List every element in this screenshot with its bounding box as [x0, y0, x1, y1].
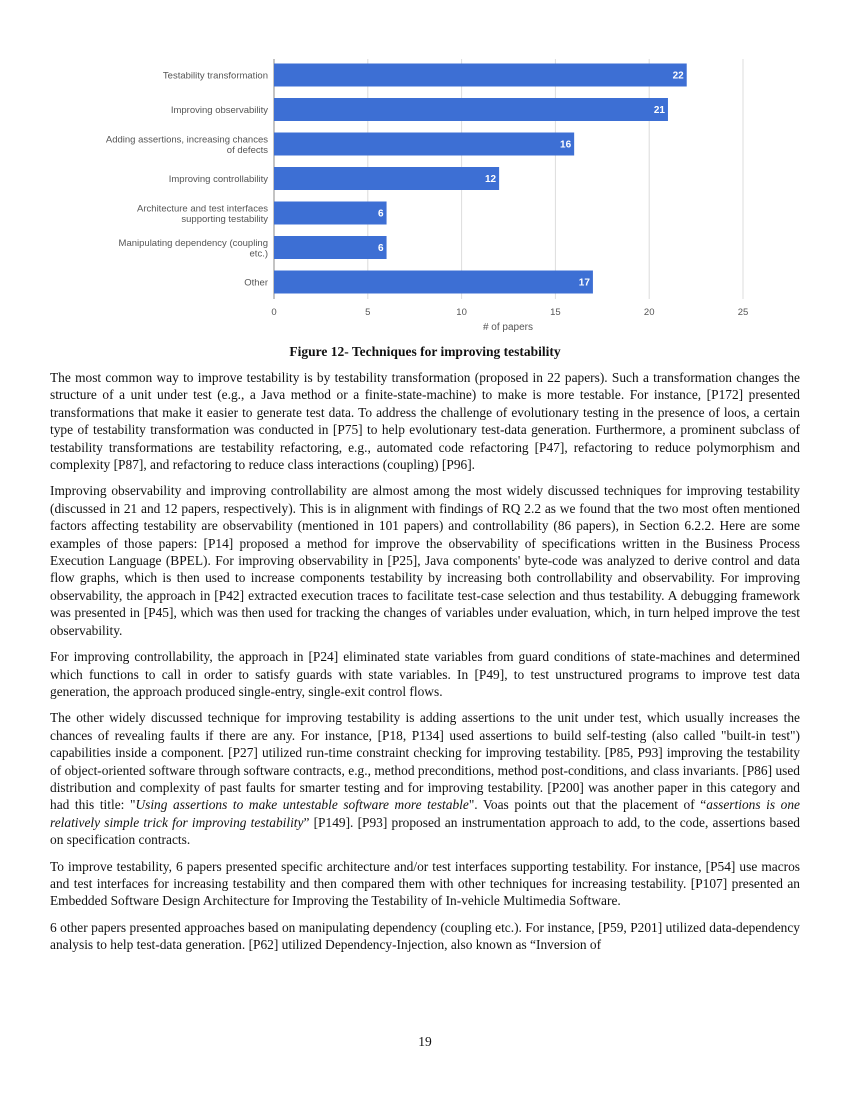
paragraph-controllability: For improving controllability, the approach in [P24] eliminated state variables from guard conditions of state-machines and determined which functions to call in order to satisfy guards with state variables. In [P49], to test unstructured programs to improve test data generation, the approach produced single-entry, single-exit control flows. — [50, 649, 800, 699]
category-label-line: Testability transformation — [162, 70, 268, 82]
category-label-line: Manipulating dependency (coupling — [118, 237, 268, 249]
paragraph-observability-controllability: Improving observability and improving controllability are almost among the most widely discussed techniques for improving testability (discussed in 21 and 12 papers, respectively). This is in alignment with findings of RQ 2.2 as we found that the two most often mentioned factors affecting testability are observability (mentioned in 101 papers) and controllability (86 papers), in Section 6.2.2. Here are some examples of those papers: [P14] proposed a method for improve the observability of specifications written in the Business Process Execution Language (BPEL). For improving observability in [P25], Java components' byte-code was analyzed to derive control and data flow graphs, which is then used to increase components testability by increasing both controllability and observability. For improving observability, the approach in [P42] extracted execution traces to facilitate test-case selection and thus testability. A debugging framework was presented in [P45], which was then used for tracking the changes of variables under evaluation, which, in turn helped improve the test observability. — [50, 483, 800, 638]
assertions-text-2: ". Voas points out that the placement of “ — [468, 797, 707, 813]
paragraph-architecture: To improve testability, 6 papers presented specific architecture and/or test interfaces supporting testability. For instance, [P54] use macros and test interfaces for increasing testability and then compared them with other techniques for increasing testability. [P107] presented an Embedded Software Design Architecture for Improving the Testability of In-vehicle Multimedia Software. — [50, 858, 800, 909]
x-axis-title: # of papers — [482, 322, 534, 333]
page-number: 19 — [418, 1034, 432, 1049]
bar-0 — [274, 64, 687, 87]
paragraph-assertions — [50, 709, 800, 848]
category-label-line: Architecture and test interfaces — [137, 203, 268, 215]
x-tick-label-10: 10 — [456, 307, 467, 318]
bar-6 — [274, 271, 593, 294]
category-label-6 — [244, 278, 268, 289]
paragraph-testability-transformation: The most common way to improve testability is by testability transformation (proposed in 22 papers). Such a transformation changes the structure of a unit under test (e.g., a Java method or a finite-state-machine) to make is more testable. For instance, [P172] presented transformations that make it easier to generate test data. To address the challenge of evolutionary testing in the presence of loos, a certain type of testability transformation was conducted in [P75] to help evolutionary test-data generation. Furthermore, a prominent subclass of testability transformations are testability refactoring, e.g., automated code refactoring [P47], refactoring to reduce polymorphism and complexity [P87], and refactoring to reduce class interactions (coupling) [P96]. — [50, 370, 800, 473]
bar-value-label-3: 12 — [484, 174, 497, 185]
bar-1 — [274, 98, 668, 121]
category-label-line: Improving observability — [170, 105, 268, 116]
bar-value-label-1: 21 — [653, 105, 665, 116]
category-label-line: of defects — [226, 144, 268, 156]
bar-value-label-0: 22 — [672, 70, 684, 82]
x-tick-label-5: 5 — [365, 307, 371, 318]
assertions-quote-title: Using assertions to make untestable software more testable — [135, 797, 469, 813]
x-tick-label-20: 20 — [643, 307, 655, 318]
bar-value-label-6: 17 — [578, 277, 590, 289]
category-label-5 — [119, 238, 268, 260]
figure-caption: Figure 12- Techniques for improving testability — [289, 344, 561, 359]
bar-2 — [274, 133, 574, 156]
bar-value-label-2: 16 — [560, 139, 572, 151]
category-label-line: supporting testability — [181, 213, 268, 225]
category-label-1 — [171, 105, 268, 116]
assertions-text-1: The other widely discussed technique for improving testability is adding assertions to the unit under test, which usually increases the chances of revealing faults if there are any. For instance, [P18, P134] used assertions to build self-testing (also called "built-in test") capabilities inside a component. [P27] utilized run-time constraint checking for improving testability. [P85, P93] improving the testability of object-oriented software through software contracts, e.g., method preconditions, method post-conditions, and class invariants. [P86] used distribution and complexity of past faults for smarter testing and for improving testability. [P200] was another paper in this category and had this title: " — [50, 710, 800, 813]
category-label-3 — [169, 174, 269, 185]
bar-4 — [274, 202, 387, 225]
paragraph-dependency: 6 other papers presented approaches based on manipulating dependency (coupling etc.). For instance, [P59, P201] utilized data-dependency analysis to help test-data generation. [P62] utilized Dependency-Injection, also known as “Inversion of — [50, 919, 800, 953]
bar-value-label-5: 6 — [377, 243, 384, 254]
x-tick-label-15: 15 — [550, 307, 561, 318]
body-text — [50, 369, 800, 963]
x-tick-label-0: 0 — [271, 307, 277, 318]
category-label-line: etc.) — [249, 248, 268, 260]
category-label-line: Improving controllability — [168, 174, 268, 185]
category-label-line: Adding assertions, increasing chances — [105, 134, 268, 146]
x-tick-label-25: 25 — [737, 307, 749, 318]
category-label-2 — [106, 134, 268, 156]
bar-value-label-4: 6 — [377, 208, 384, 220]
category-label-line: Other — [244, 277, 268, 289]
category-label-0 — [163, 71, 268, 82]
category-label-4 — [137, 203, 268, 225]
assertions-quote-voas: assertions is one relatively simple trick for improving testability — [50, 797, 800, 830]
bar-chart — [0, 55, 850, 340]
assertions-text-3: ” [P149]. [P93] proposed an instrumentation approach to add, to the code, assertions based on specification contracts. — [50, 814, 800, 848]
bar-3 — [274, 167, 499, 190]
bar-5 — [274, 236, 387, 259]
